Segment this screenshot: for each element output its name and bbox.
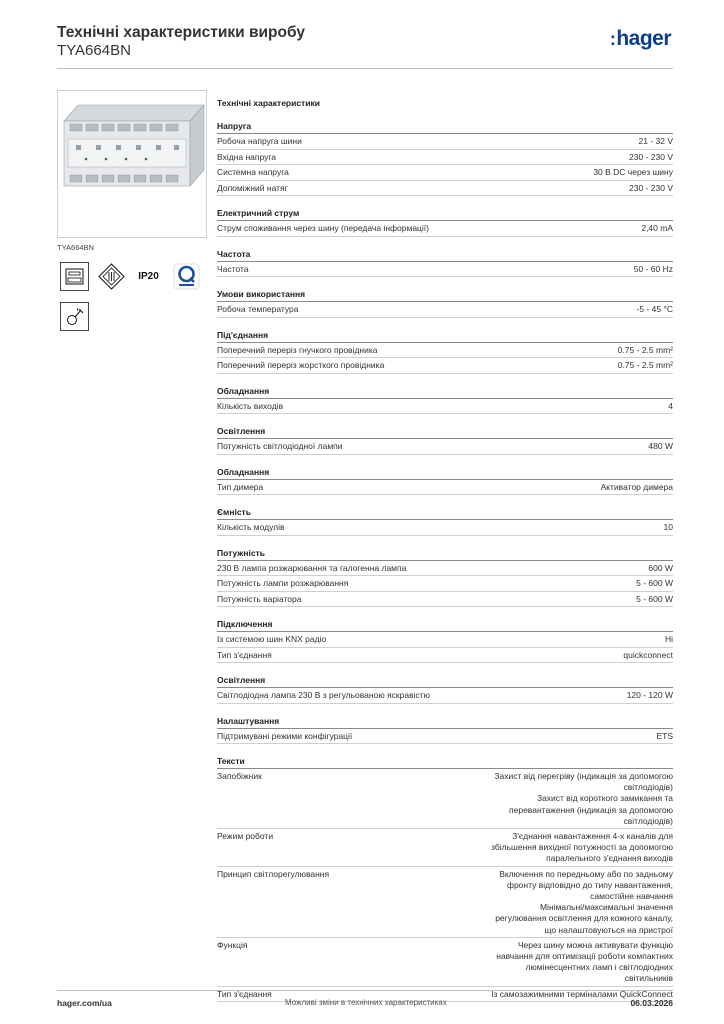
text-value — [392, 831, 673, 865]
text-line: світильників — [624, 973, 673, 984]
spec-row — [217, 134, 673, 150]
spec-label: Тип димера — [217, 481, 264, 492]
text-line: що налаштовуються на пристрої — [544, 924, 673, 935]
section-heading: Освітлення — [217, 673, 673, 688]
product-image-caption: TYA664BN — [57, 243, 94, 252]
section-heading: Підключення — [217, 617, 673, 632]
spec-row — [217, 302, 673, 318]
text-line: Через шину можна активувати функцію — [517, 939, 673, 950]
spec-section — [217, 465, 673, 496]
section-heading: Електричний струм — [217, 206, 673, 221]
text-row — [217, 867, 673, 938]
spec-label: Струм споживання через шину (передача інформації) — [217, 223, 429, 233]
logo-text: hager — [616, 27, 671, 50]
text-row — [217, 938, 673, 987]
text-value — [392, 771, 673, 827]
section-heading: Тексти — [217, 754, 673, 769]
text-line: З'єднання навантаження 4-х каналів для — [512, 831, 673, 842]
spec-row — [217, 592, 673, 608]
spec-sections — [217, 119, 673, 744]
hager-logo — [610, 27, 671, 51]
spec-label: Потужність світлодіодної лампи — [217, 441, 343, 451]
spec-section — [217, 505, 673, 536]
section-heading: Напруга — [217, 119, 673, 134]
spec-label: Кількість модулів — [217, 522, 285, 532]
spec-section — [217, 206, 673, 237]
section-heading: Потужність — [217, 546, 673, 561]
spec-value: ETS — [656, 730, 673, 741]
text-line: збільшення вихідної потужності за допомогою — [491, 842, 673, 853]
spec-section — [217, 247, 673, 278]
text-value — [392, 869, 673, 936]
text-line: Захист від перегріву (індикація за допомогою — [494, 771, 673, 781]
spec-row — [217, 262, 673, 278]
spec-value: Активатор димера — [600, 481, 673, 492]
text-line: Включення по передньому або по задньому — [499, 868, 673, 879]
text-value — [392, 940, 673, 985]
spec-value: 0.75 - 2.5 mm² — [617, 360, 673, 370]
page-header — [57, 20, 673, 69]
spec-row — [217, 688, 673, 704]
text-label: Режим роботи — [217, 831, 274, 842]
spec-value: 5 - 600 W — [636, 593, 673, 604]
product-reference: TYA664BN — [57, 42, 131, 59]
quickconnect-icon — [172, 262, 201, 291]
spec-row — [217, 576, 673, 592]
text-label: Принцип світлорегулювання — [217, 868, 330, 879]
spec-value: 600 W — [648, 562, 673, 573]
footer-website: hager.com/ua — [57, 998, 112, 1008]
text-line: люмінесцентних ламп і світлодіодних — [525, 962, 673, 973]
spec-label: Робоча температура — [217, 304, 299, 314]
spec-title: Технічні характеристики — [217, 98, 320, 108]
spec-row — [217, 632, 673, 648]
section-heading: Обладнання — [217, 465, 673, 480]
text-line: перевантаження (індикація за допомогою — [509, 804, 673, 815]
spec-value: 4 — [668, 400, 673, 411]
text-label: Тип з'єднання — [217, 988, 272, 999]
product-image — [57, 90, 207, 238]
class-ii-insulation-icon — [97, 262, 126, 291]
section-heading: Під'єднання — [217, 328, 673, 343]
spec-value: quickconnect — [623, 649, 673, 660]
spec-section — [217, 119, 673, 196]
footer-date: 06.03.2026 — [630, 998, 673, 1008]
text-row — [217, 829, 673, 867]
spec-section — [217, 287, 673, 318]
text-label: Запобіжник — [217, 771, 262, 781]
spec-value: 21 - 32 V — [638, 136, 673, 146]
text-line: світлодіодів) — [623, 815, 673, 826]
spec-value: 230 - 230 V — [629, 182, 673, 193]
spec-label: Вхідна напруга — [217, 151, 277, 162]
text-row — [217, 769, 673, 829]
spec-row — [217, 165, 673, 181]
spec-section — [217, 384, 673, 415]
spec-label: Потужність лампи розжарювання — [217, 578, 349, 588]
texts-rows — [217, 769, 673, 1002]
spec-section — [217, 714, 673, 745]
spec-value: 230 - 230 V — [629, 151, 673, 162]
text-line: світлодіодів) — [623, 782, 673, 793]
spec-label: Підтримувані режими конфігурації — [217, 730, 353, 741]
spec-value: 5 - 600 W — [636, 578, 673, 588]
spec-label: Допоміжний натяг — [217, 182, 288, 193]
text-line: Мінімальні/максимальні значення — [539, 902, 673, 913]
spec-label: Поперечний переріз гнучкого провідника — [217, 344, 378, 355]
section-heading: Налаштування — [217, 714, 673, 729]
spec-row — [217, 181, 673, 197]
spec-label: Потужність варіатора — [217, 593, 302, 604]
spec-value: Ні — [664, 634, 673, 644]
section-heading: Частота — [217, 247, 673, 262]
text-line: фронту відповідно до типу навантаження, — [506, 879, 673, 890]
spec-row — [217, 343, 673, 359]
spec-section — [217, 328, 673, 374]
section-heading: Обладнання — [217, 384, 673, 399]
spec-value: 50 - 60 Hz — [633, 263, 673, 274]
spec-section — [217, 546, 673, 608]
logo-colon-icon: : — [609, 29, 616, 49]
spec-row — [217, 221, 673, 237]
spec-label: Системна напруга — [217, 167, 289, 177]
spec-label: Робоча напруга шини — [217, 136, 302, 146]
spec-value: 2,40 mA — [641, 223, 673, 233]
din-rail-icon — [60, 262, 89, 291]
spec-row — [217, 358, 673, 374]
section-heading: Умови використання — [217, 287, 673, 302]
spec-section — [217, 424, 673, 455]
spec-row — [217, 561, 673, 577]
spec-label: Із системою шин KNX радіо — [217, 634, 327, 644]
section-heading: Освітлення — [217, 424, 673, 439]
spec-section — [217, 673, 673, 704]
spec-label: Світлодіодна лампа 230 В з регульованою яскравістю — [217, 690, 431, 700]
spec-value: 480 W — [648, 441, 673, 451]
text-line: навчання для оптимізації роботи компактних — [496, 951, 673, 962]
spec-row — [217, 729, 673, 745]
spec-row — [217, 520, 673, 536]
spec-value: 30 В DC через шину — [593, 167, 673, 177]
text-line: самостійне навчання — [590, 891, 673, 902]
ip-rating-icon: IP20 — [134, 262, 163, 291]
spec-value: 0.75 - 2.5 mm² — [617, 344, 673, 355]
document-title: Технічні характеристики виробу — [57, 24, 305, 41]
spec-label: Тип з'єднання — [217, 649, 272, 660]
spec-row — [217, 439, 673, 455]
spec-label: 230 В лампа розжарювання та галогенна лампа — [217, 562, 407, 573]
section-heading: Ємність — [217, 505, 673, 520]
footer-disclaimer: Можливі зміни в технічних характеристиках — [285, 998, 447, 1007]
dimmer-module-icon — [58, 91, 206, 237]
text-line: паралельного з'єднання виходів — [546, 853, 673, 864]
spec-row — [217, 150, 673, 166]
spec-row — [217, 648, 673, 664]
thermal-icon — [60, 302, 89, 331]
spec-label: Частота — [217, 263, 249, 274]
spec-section — [217, 617, 673, 663]
text-line: регулювання освітлення для кожного каналу, — [495, 913, 673, 924]
texts-section — [217, 754, 673, 1002]
page-footer — [57, 990, 673, 1021]
spec-value: 10 — [663, 522, 673, 532]
spec-row — [217, 399, 673, 415]
spec-label: Кількість виходів — [217, 400, 284, 411]
spec-value: -5 - 45 °C — [636, 304, 673, 314]
spec-label: Поперечний переріз жорсткого провідника — [217, 360, 385, 370]
spec-row — [217, 480, 673, 496]
technical-specifications — [217, 96, 673, 1012]
text-line: Із самозажимними терміналами QuickConnect — [491, 988, 673, 999]
spec-value: 120 - 120 W — [626, 690, 673, 700]
text-label: Функція — [217, 939, 248, 950]
text-line: Захист від короткого замикання та — [536, 793, 673, 804]
